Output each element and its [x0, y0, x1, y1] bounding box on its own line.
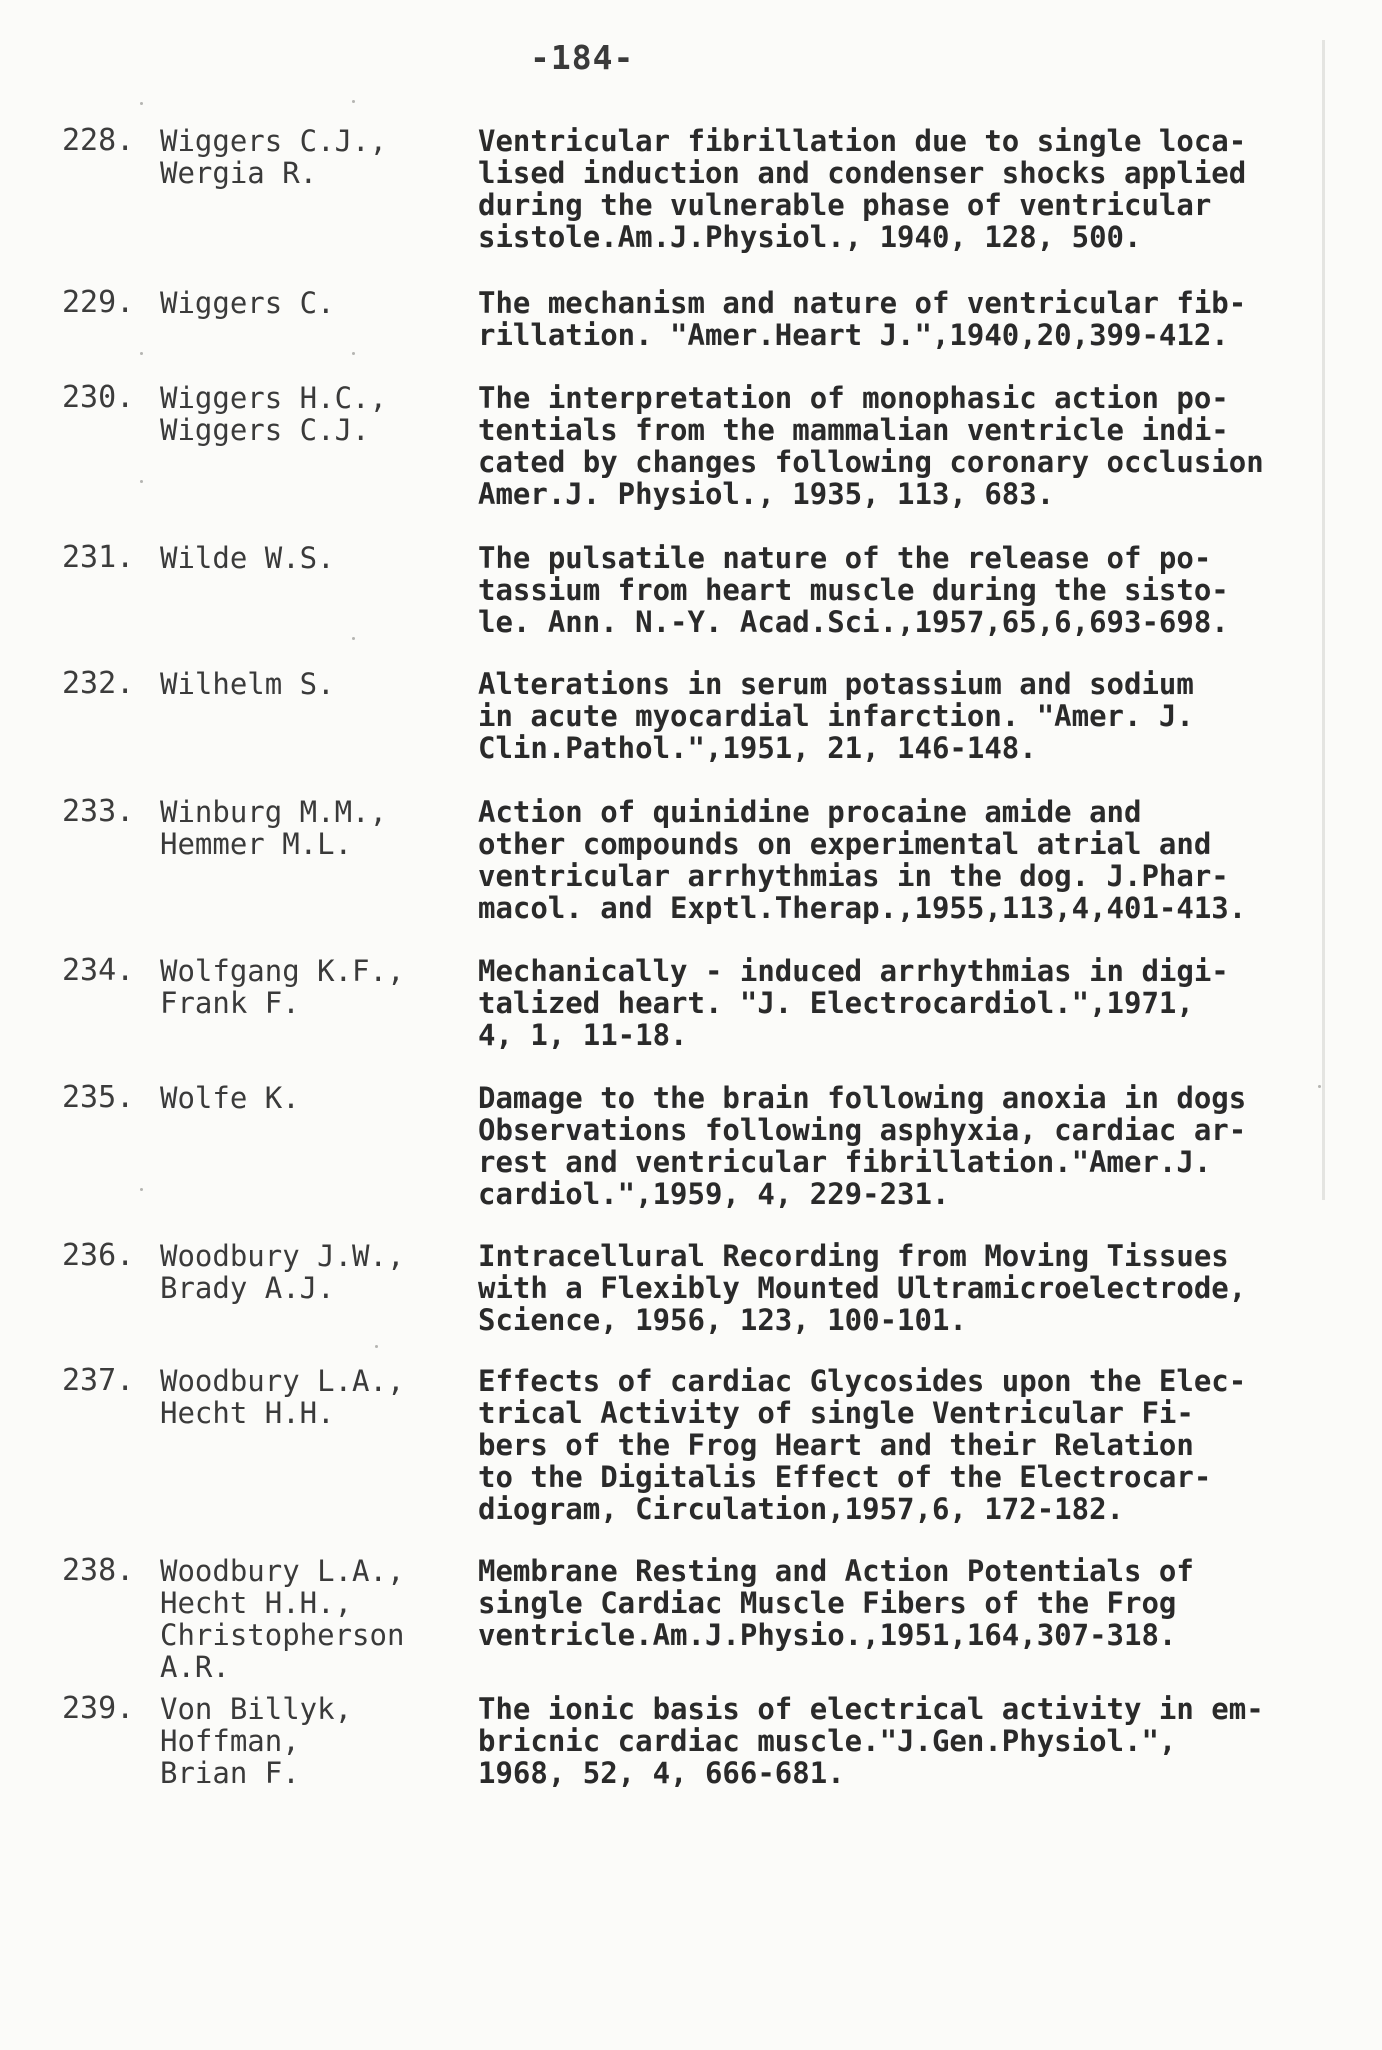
citation-line: ventricle.Am.J.Physio.,1951,164,307-318. [478, 1619, 1177, 1651]
entry-number: 238. [62, 1553, 135, 1588]
entry-number: 233. [62, 794, 135, 829]
citation-line: during the vulnerable phase of ventricular [478, 189, 1212, 221]
citation-line: Damage to the brain following anoxia in dogs [478, 1082, 1247, 1114]
citation-line: with a Flexibly Mounted Ultramicroelectrode, [478, 1272, 1247, 1304]
scan-speck [140, 1188, 143, 1191]
citation-line: Mechanically - induced arrhythmias in digi- [478, 955, 1229, 987]
author-line: Brady A.J. [160, 1271, 335, 1305]
author-line: Winburg M.M., [160, 795, 387, 829]
citation-line: cardiol.",1959, 4, 229-231. [478, 1178, 950, 1210]
author-line: Frank F. [160, 986, 300, 1020]
citation-line: in acute myocardial infarction. "Amer. J. [478, 700, 1194, 732]
citation-line: tentials from the mammalian ventricle indi- [478, 414, 1229, 446]
author-line: Wilhelm S. [160, 667, 335, 701]
author-line: Hecht H.H. [160, 1396, 335, 1430]
scan-speck [1318, 1085, 1321, 1088]
author-line: Hemmer M.L. [160, 827, 353, 861]
scan-speck [375, 1345, 378, 1348]
citation-line: tassium from heart muscle during the sisto- [478, 574, 1229, 606]
author-line: Wolfe K. [160, 1081, 300, 1115]
scan-speck [140, 102, 143, 105]
entry-authors [160, 796, 470, 860]
entry-number: 234. [62, 953, 135, 988]
author-line: Brian F. [160, 1756, 300, 1790]
entry-authors [160, 287, 470, 319]
entry-authors [160, 955, 470, 1019]
entry-citation [478, 1365, 1328, 1525]
citation-line: trical Activity of single Ventricular Fi- [478, 1397, 1194, 1429]
author-line: Woodbury L.A., [160, 1554, 405, 1588]
entry-authors [160, 1082, 470, 1114]
citation-line: Effects of cardiac Glycosides upon the Elec- [478, 1365, 1247, 1397]
citation-line: The pulsatile nature of the release of po- [478, 542, 1212, 574]
citation-line: diogram, Circulation,1957,6, 172-182. [478, 1493, 1125, 1525]
entry-number: 232. [62, 666, 135, 701]
citation-line: sistole.Am.J.Physiol., 1940, 128, 500. [478, 221, 1142, 253]
entry-number: 230. [62, 380, 135, 415]
citation-line: The interpretation of monophasic action po- [478, 382, 1229, 414]
entry-authors [160, 1240, 470, 1304]
entry-authors [160, 668, 470, 700]
citation-line: single Cardiac Muscle Fibers of the Frog [478, 1587, 1177, 1619]
entry-citation [478, 1240, 1328, 1336]
entry-citation [478, 1082, 1328, 1210]
entry-authors [160, 1693, 470, 1789]
author-line: Woodbury L.A., [160, 1364, 405, 1398]
entry-authors [160, 125, 470, 189]
entry-citation [478, 382, 1328, 510]
citation-line: rillation. "Amer.Heart J.",1940,20,399-412. [478, 319, 1229, 351]
entry-authors [160, 1365, 470, 1429]
citation-line: bricnic cardiac muscle."J.Gen.Physiol.", [478, 1725, 1177, 1757]
author-line: Wolfgang K.F., [160, 954, 405, 988]
page-number: -184- [530, 38, 635, 77]
author-line: Christopherson [160, 1618, 405, 1652]
entry-number: 229. [62, 285, 135, 320]
author-line: Wilde W.S. [160, 541, 335, 575]
author-line: Wiggers C. [160, 286, 335, 320]
entry-citation [478, 668, 1328, 764]
entry-number: 239. [62, 1691, 135, 1726]
citation-line: Science, 1956, 123, 100-101. [478, 1304, 967, 1336]
citation-line: 4, 1, 11-18. [478, 1019, 688, 1051]
entry-citation [478, 287, 1328, 351]
scan-speck [140, 352, 143, 355]
entry-number: 235. [62, 1080, 135, 1115]
entry-authors [160, 542, 470, 574]
scan-speck [352, 352, 355, 355]
entry-number: 231. [62, 540, 135, 575]
citation-line: Intracellural Recording from Moving Tissues [478, 1240, 1229, 1272]
citation-line: talized heart. "J. Electrocardiol.",1971, [478, 987, 1194, 1019]
citation-line: to the Digitalis Effect of the Electrocar- [478, 1461, 1212, 1493]
citation-line: Amer.J. Physiol., 1935, 113, 683. [478, 478, 1055, 510]
citation-line: ventricular arrhythmias in the dog. J.Phar- [478, 860, 1229, 892]
author-line: Woodbury J.W., [160, 1239, 405, 1273]
citation-line: lised induction and condenser shocks applied [478, 157, 1247, 189]
entry-citation [478, 1555, 1328, 1651]
author-line: Wiggers C.J., [160, 124, 387, 158]
author-line: Wiggers H.C., [160, 381, 387, 415]
author-line: Von Billyk, [160, 1692, 353, 1726]
citation-line: rest and ventricular fibrillation."Amer.J. [478, 1146, 1212, 1178]
scan-speck [352, 637, 355, 640]
author-line: A.R. [160, 1650, 230, 1684]
author-line: Hoffman, [160, 1724, 300, 1758]
entry-citation [478, 125, 1328, 253]
entry-citation [478, 1693, 1328, 1789]
citation-line: le. Ann. N.-Y. Acad.Sci.,1957,65,6,693-698. [478, 606, 1229, 638]
citation-line: Membrane Resting and Action Potentials of [478, 1555, 1194, 1587]
entry-citation [478, 796, 1328, 924]
author-line: Wiggers C.J. [160, 413, 370, 447]
citation-line: The ionic basis of electrical activity in em- [478, 1693, 1264, 1725]
citation-line: Alterations in serum potassium and sodium [478, 668, 1194, 700]
citation-line: Action of quinidine procaine amide and [478, 796, 1142, 828]
entry-citation [478, 542, 1328, 638]
author-line: Hecht H.H., [160, 1586, 353, 1620]
entry-number: 228. [62, 123, 135, 158]
scan-speck [140, 480, 143, 483]
entry-authors [160, 1555, 470, 1683]
entry-number: 237. [62, 1363, 135, 1398]
citation-line: The mechanism and nature of ventricular fib- [478, 287, 1247, 319]
citation-line: Clin.Pathol.",1951, 21, 146-148. [478, 732, 1037, 764]
citation-line: 1968, 52, 4, 666-681. [478, 1757, 845, 1789]
citation-line: cated by changes following coronary occlusion [478, 446, 1264, 478]
citation-line: macol. and Exptl.Therap.,1955,113,4,401-413. [478, 892, 1247, 924]
citation-line: other compounds on experimental atrial and [478, 828, 1212, 860]
citation-line: bers of the Frog Heart and their Relation [478, 1429, 1194, 1461]
citation-line: Ventricular fibrillation due to single loca- [478, 125, 1247, 157]
entry-authors [160, 382, 470, 446]
scan-speck [352, 100, 355, 103]
entry-number: 236. [62, 1238, 135, 1273]
author-line: Wergia R. [160, 156, 318, 190]
citation-line: Observations following asphyxia, cardiac ar- [478, 1114, 1247, 1146]
entry-citation [478, 955, 1328, 1051]
